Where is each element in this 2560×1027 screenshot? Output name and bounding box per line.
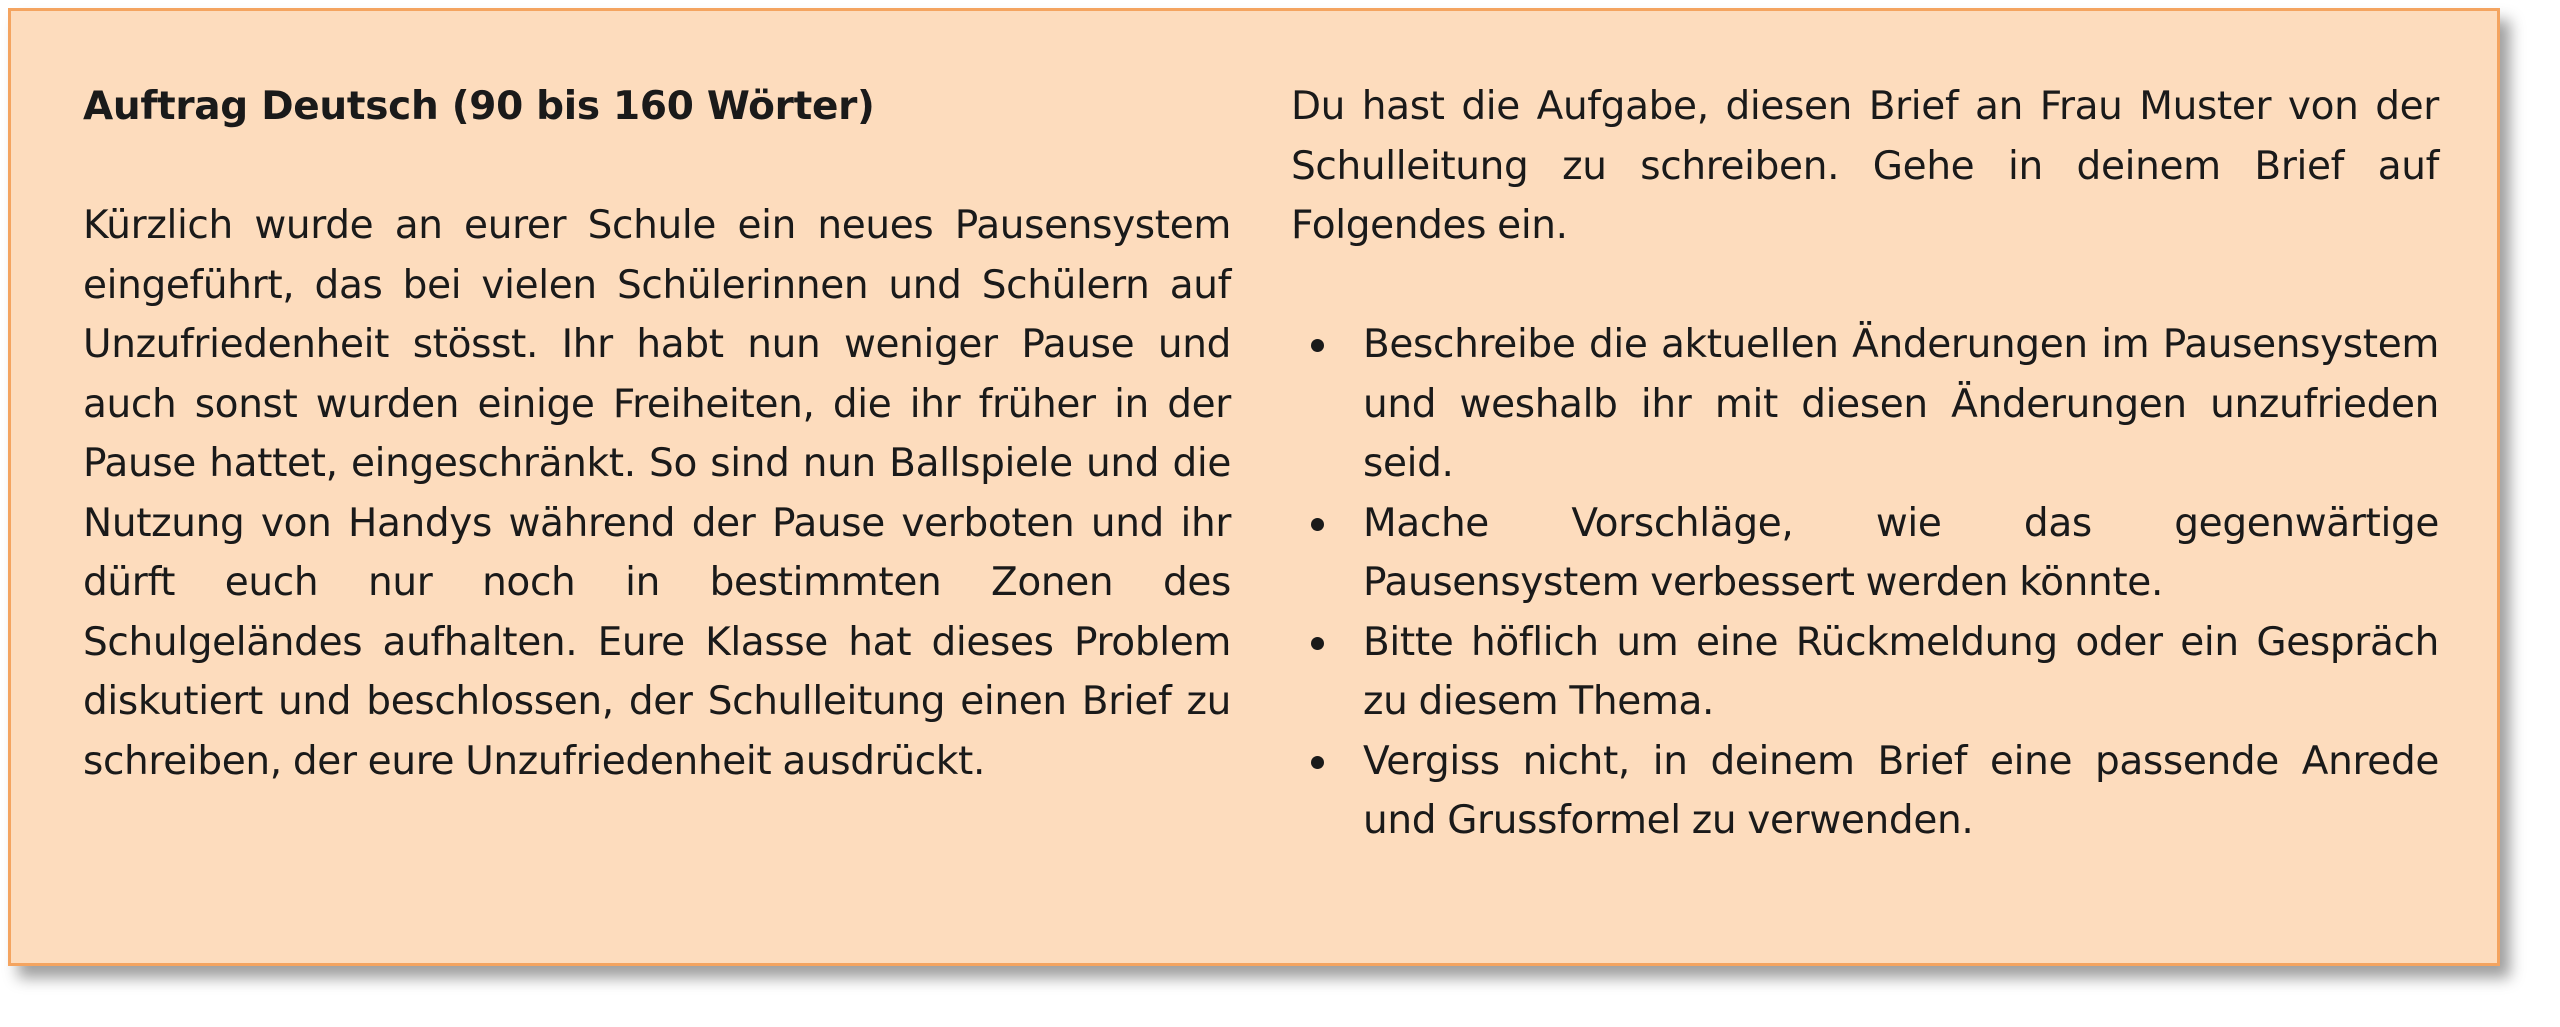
list-item-text: Vergiss nicht, in deinem Brief eine passende Anrede und Grussformel zu verwenden.	[1363, 738, 2439, 843]
spacer	[1291, 256, 2439, 316]
instructions-list	[1291, 315, 2439, 851]
list-item	[1291, 732, 2439, 851]
list-item-text: Bitte höflich um eine Rückmeldung oder ein Gespräch zu diesem Thema.	[1363, 619, 2439, 724]
list-item	[1291, 613, 2439, 732]
bullet-icon	[1311, 756, 1324, 769]
bullet-icon	[1311, 339, 1324, 352]
list-item-text: Beschreibe die aktuellen Änderungen im Pausensystem und weshalb ihr mit diesen Änderungen unzufrieden seid.	[1363, 322, 2439, 486]
left-column	[83, 77, 1231, 791]
list-item	[1291, 494, 2439, 613]
task-heading: Auftrag Deutsch (90 bis 160 Wörter)	[83, 84, 875, 129]
right-column	[1291, 77, 2439, 851]
instructions-intro: Du hast die Aufgabe, diesen Brief an Frau Muster von der Schulleitung zu schreiben. Gehe in deinem Brief auf Folgendes ein.	[1291, 84, 2439, 248]
task-box	[8, 8, 2500, 966]
list-item	[1291, 315, 2439, 494]
bullet-icon	[1311, 518, 1324, 531]
list-item-text: Mache Vorschläge, wie das gegenwärtige Pausensystem verbessert werden könnte.	[1363, 500, 2439, 605]
context-paragraph: Kürzlich wurde an eurer Schule ein neues Pausensystem eingeführt, das bei vielen Schülerinnen und Schülern auf Unzufriedenheit stösst. Ihr habt nun weniger Pause und auch sonst wurden einige Freiheiten, die ihr früher in der Pause hattet, eingeschränkt. So sind nun Ballspiele und die Nutzung von Handys während der Pause verboten und ihr dürft euch nur noch in bestimmten Zonen des Schulgeländes aufhalten. Eure Klasse hat dieses Problem diskutiert und beschlossen, der Schulleitung einen Brief zu schreiben, der eure Unzufriedenheit ausdrückt.	[83, 203, 1231, 784]
spacer	[83, 137, 1231, 197]
bullet-icon	[1311, 637, 1324, 650]
